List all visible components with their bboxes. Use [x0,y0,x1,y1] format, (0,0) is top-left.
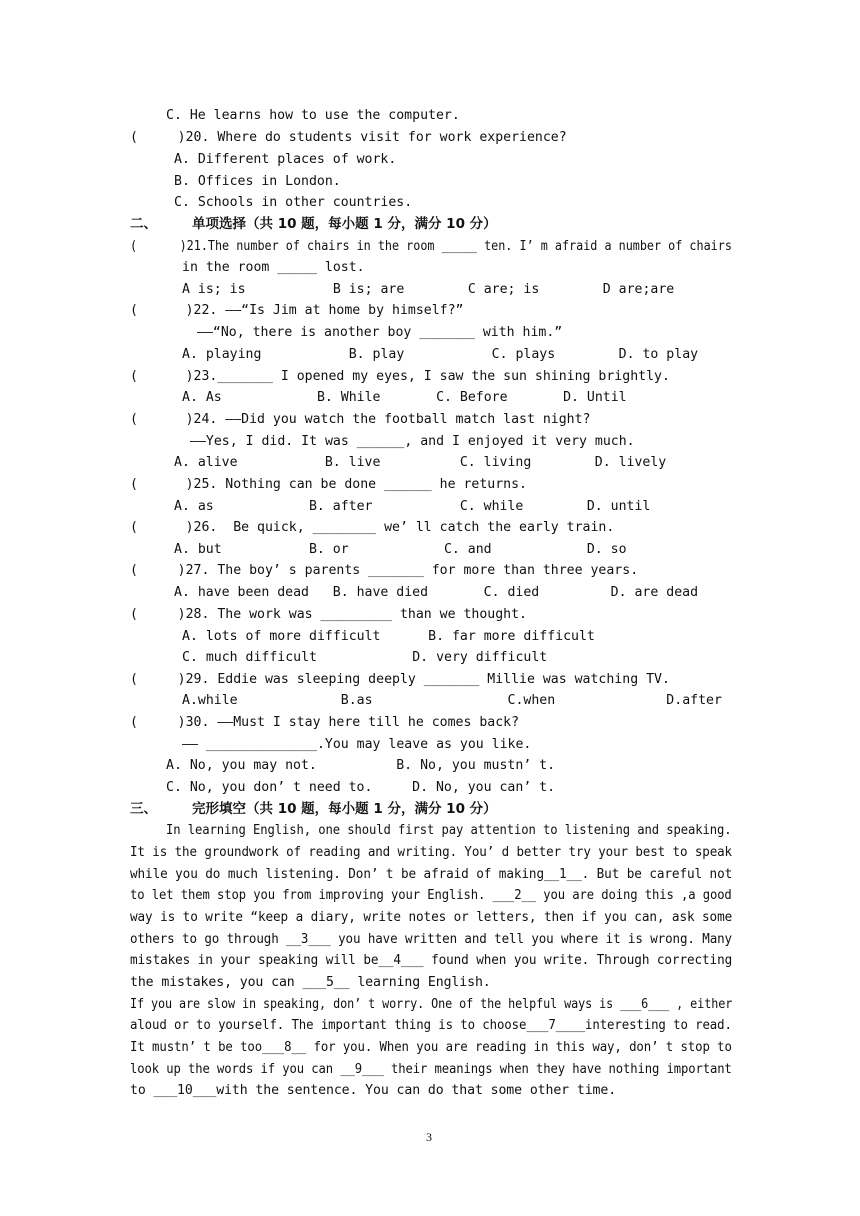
cloze-line-13: to ___10___with the sentence. You can do that some other time. [130,1083,617,1098]
q24-stem-cont: ——Yes, I did. It was ______, and I enjoyed it very much. [190,434,635,449]
q26-stem: ( )26. Be quick, ________ we’ ll catch the early train. [130,520,615,535]
cloze-line-6: others to go through __3___ you have written and tell you where it is wrong. Many [130,932,732,947]
q28-options-ab: A. lots of more difficult B. far more difficult [182,629,595,644]
cloze-line-1: In learning English, one should first pay attention to listening and speaking. [166,823,732,838]
q20-stem: ( )20. Where do students visit for work experience? [130,130,567,145]
q22-options: A. playing B. play C. plays D. to play [182,347,699,362]
cloze-line-7: mistakes in your speaking will be__4___ found when you write. Through correcting [130,953,733,968]
q28-stem: ( )28. The work was _________ than we thought. [130,607,527,622]
q25-options: A. as B. after C. while D. until [174,499,651,514]
cloze-line-8: the mistakes, you can ___5__ learning English. [130,975,491,990]
q20-option-a: A. Different places of work. [174,152,397,167]
q25-stem: ( )25. Nothing can be done ______ he returns. [130,477,527,492]
cloze-line-2: It is the groundwork of reading and writing. You’ d better try your best to speak [130,845,732,860]
cloze-line-12: look up the words if you can __9___ their meanings when they have nothing important [130,1062,732,1077]
cloze-line-5: way is to write “keep a diary, write notes or letters, then if you can, ask some [130,910,733,925]
q23-stem: ( )23._______ I opened my eyes, I saw the sun shining brightly. [130,369,670,384]
cloze-line-9: If you are slow in speaking, don’ t worry. One of the helpful ways is ___6___ , either [130,997,733,1012]
q30-options-cd: C. No, you don’ t need to. D. No, you can’ t. [166,780,556,795]
q20-option-c: C. Schools in other countries. [174,195,413,210]
cloze-line-11: It mustn’ t be too___8__ for you. When you are reading in this way, don’ t stop to [130,1040,732,1055]
q29-stem: ( )29. Eddie was sleeping deeply _______ Millie was watching TV. [130,672,670,687]
cloze-line-10: aloud or to yourself. The important thing is to choose___7____interesting to read. [130,1018,732,1033]
section3-number: 三、 [130,801,157,817]
q21-options: A is; is B is; are C are; is D are;are [182,282,675,297]
section2-number: 二、 [130,216,157,232]
q21-stem: ( )21.The number of chairs in the room _____ ten. I’ m afraid a number of chairs [130,239,732,254]
q22-stem-cont: ——“No, there is another boy _______ with him.” [197,325,563,340]
section3-title: 完形填空（共 10 题，每小题 1 分，满分 10 分） [192,801,497,817]
cloze-line-3: while you do much listening. Don’ t be afraid of making__1__. But be careful not [130,867,733,882]
q30-stem: ( )30. ——Must I stay here till he comes back? [130,715,520,730]
page-number: 3 [426,1130,432,1144]
q27-options: A. have been dead B. have died C. died D. are dead [174,585,699,600]
cloze-line-4: to let them stop you from improving your English. ___2__ you are doing this ,a good [130,888,732,903]
q24-options: A. alive B. live C. living D. lively [174,455,667,470]
q26-options: A. but B. or C. and D. so [174,542,627,557]
q27-stem: ( )27. The boy’ s parents _______ for more than three years. [130,563,639,578]
section2-title: 单项选择（共 10 题，每小题 1 分，满分 10 分） [192,216,497,232]
q19-option-c: C. He learns how to use the computer. [166,108,460,123]
q29-options: A.while B.as C.when D.after [182,693,722,708]
q24-stem: ( )24. ——Did you watch the football match last night? [130,412,591,427]
q28-options-cd: C. much difficult D. very difficult [182,650,548,665]
q22-stem: ( )22. ——“Is Jim at home by himself?” [130,303,464,318]
q30-stem-cont: —— ______________.You may leave as you like. [182,737,532,752]
q21-stem-cont: in the room _____ lost. [182,260,365,275]
q30-options-ab: A. No, you may not. B. No, you mustn’ t. [166,758,556,773]
q23-options: A. As B. While C. Before D. Until [182,390,627,405]
q20-option-b: B. Offices in London. [174,174,341,189]
